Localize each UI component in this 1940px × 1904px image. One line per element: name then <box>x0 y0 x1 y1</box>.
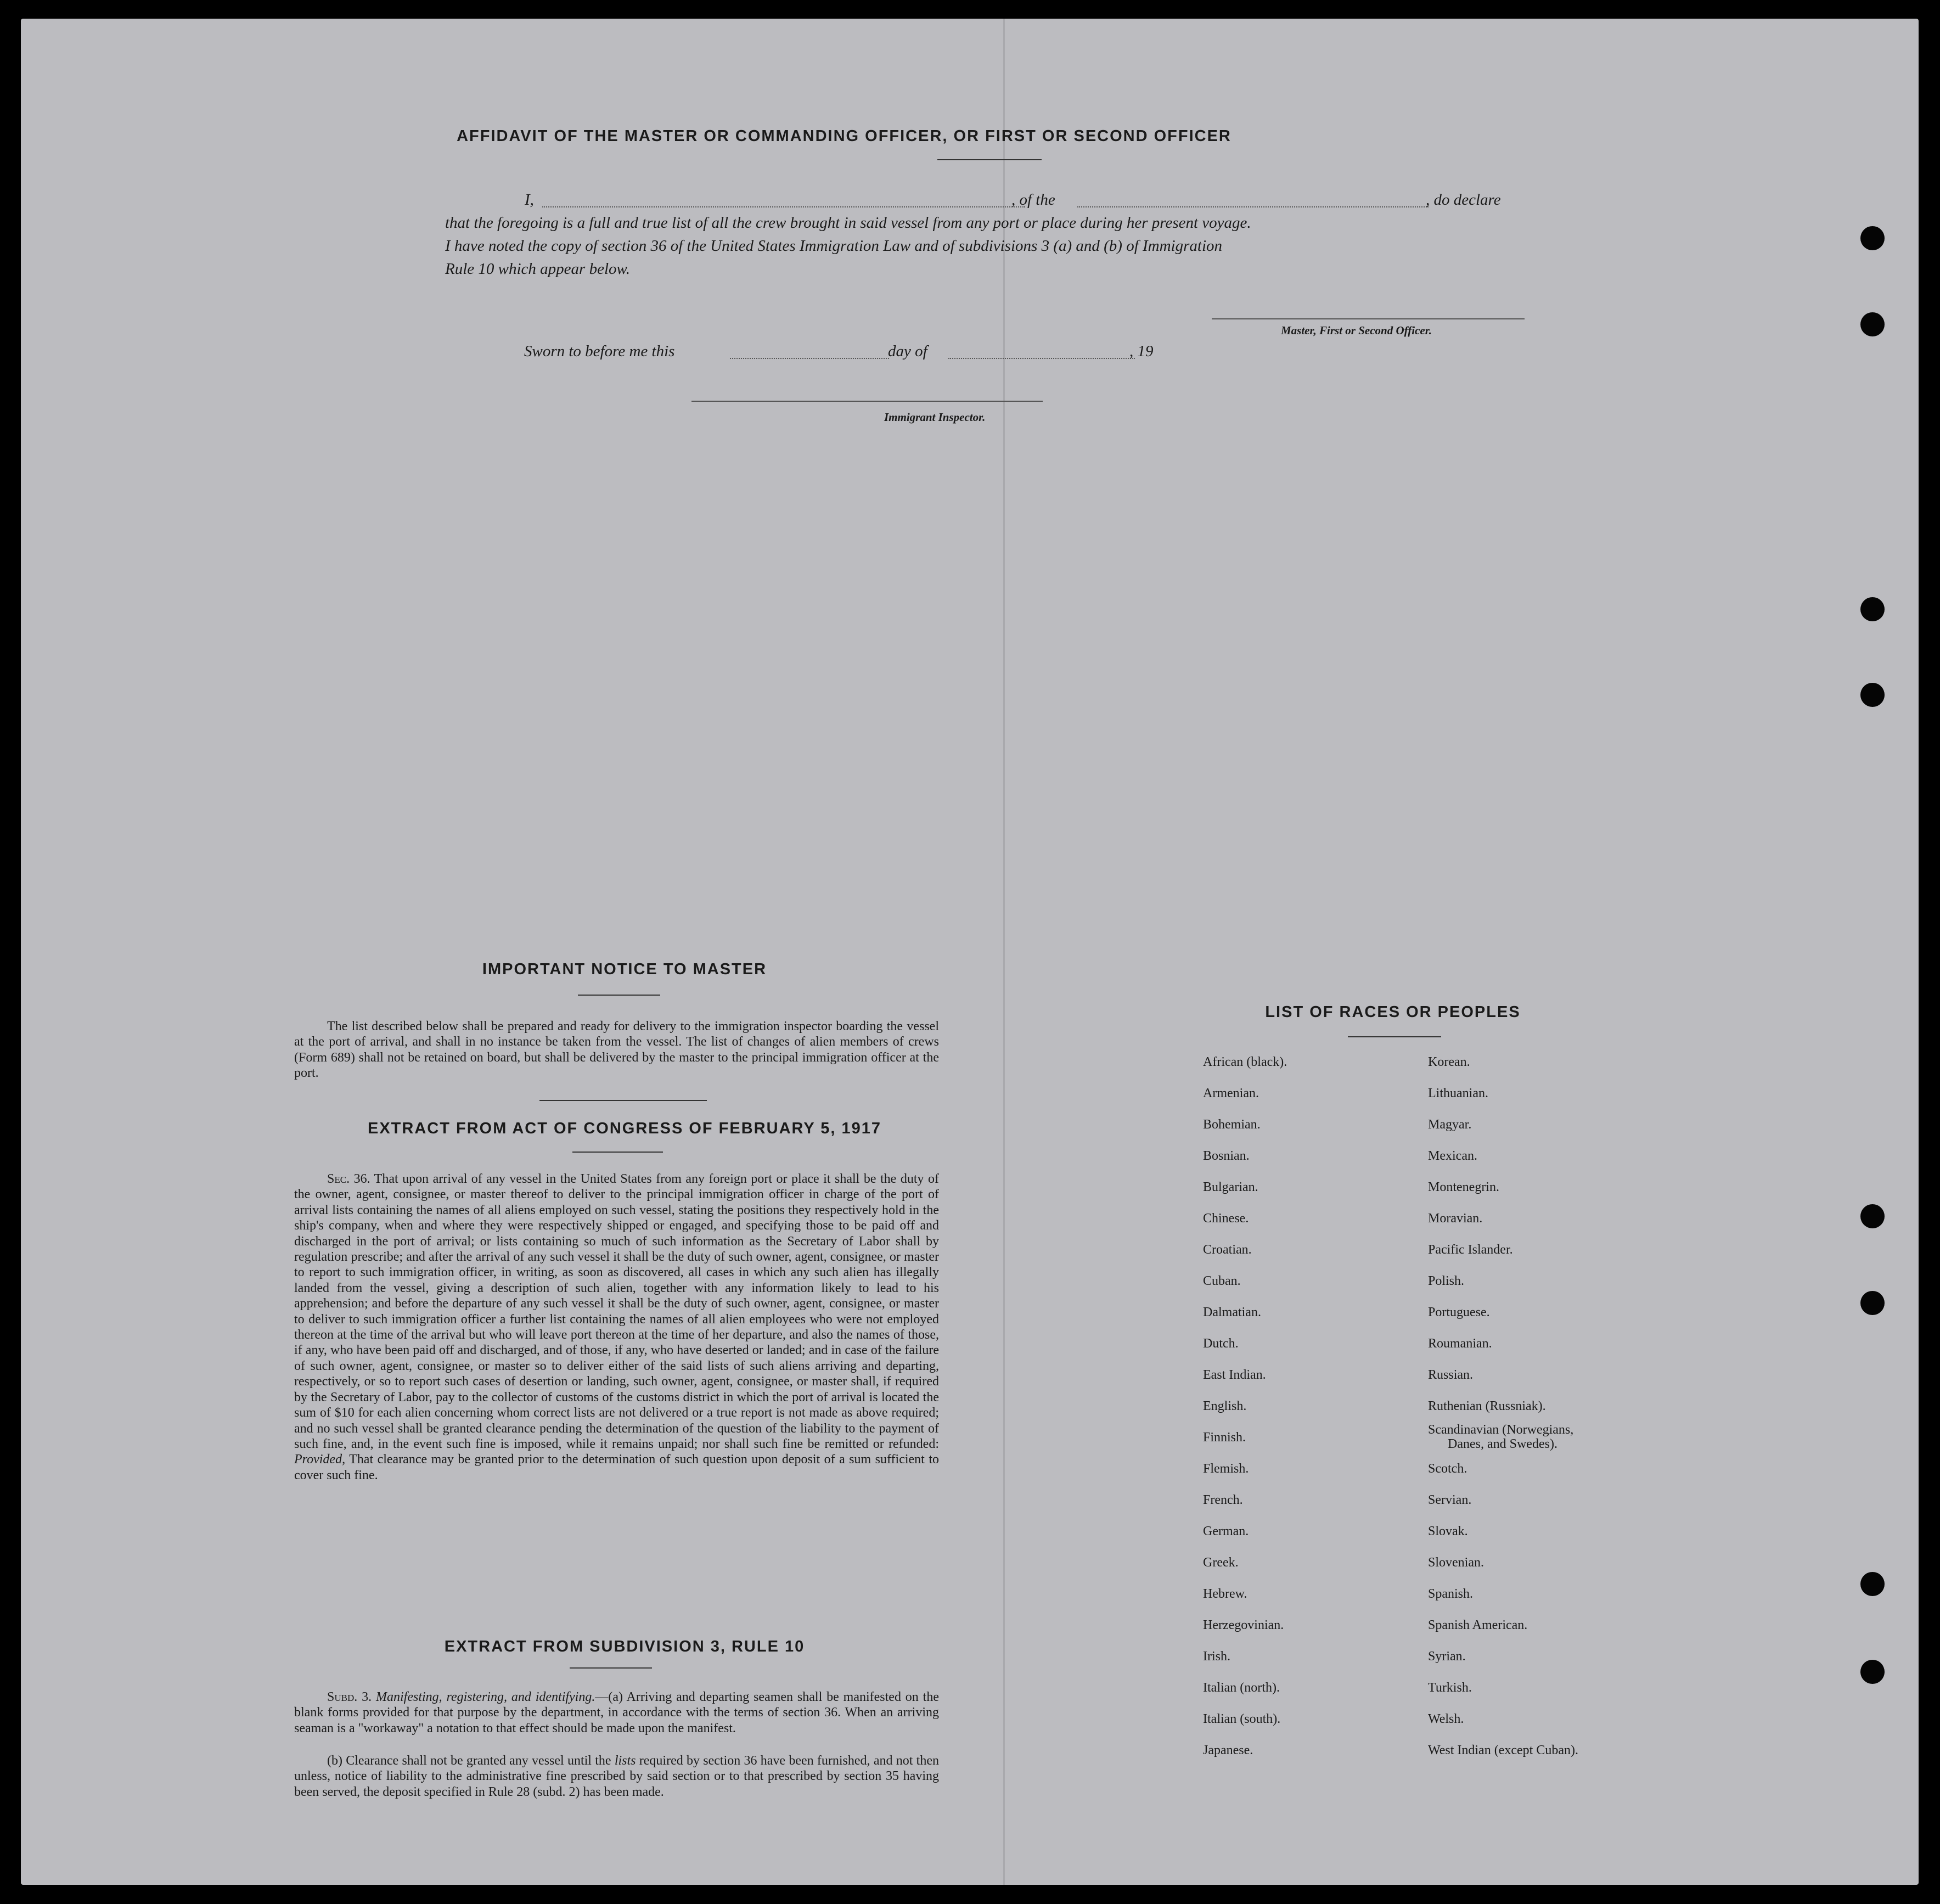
race-item: East Indian. <box>1203 1368 1266 1382</box>
inspector-line <box>691 401 1043 402</box>
race-item: Russian. <box>1428 1368 1474 1382</box>
divider <box>578 995 660 996</box>
race-item: Polish. <box>1428 1274 1465 1288</box>
race-item: English. <box>1203 1399 1247 1413</box>
race-item: Turkish. <box>1428 1681 1472 1695</box>
race-item: Herzegovinian. <box>1203 1618 1284 1632</box>
race-item: Welsh. <box>1428 1712 1464 1726</box>
race-item: Flemish. <box>1203 1462 1249 1476</box>
affidavit-declare: , do declare <box>1426 191 1501 209</box>
divider <box>539 1100 707 1101</box>
affidavit-line-2: that the foregoing is a full and true list of all the crew brought in said vessel from any port or place during her present voyage. <box>445 214 1251 232</box>
race-item: Bohemian. <box>1203 1117 1261 1132</box>
race-item: French. <box>1203 1493 1243 1507</box>
race-item: German. <box>1203 1524 1249 1538</box>
punch-hole <box>1860 226 1885 250</box>
month-blank <box>948 358 1135 359</box>
race-item: Korean. <box>1428 1055 1470 1069</box>
race-item: Lithuanian. <box>1428 1086 1488 1100</box>
race-item: Italian (south). <box>1203 1712 1281 1726</box>
race-item: Mexican. <box>1428 1149 1477 1163</box>
race-item: Magyar. <box>1428 1117 1472 1132</box>
day-blank <box>730 358 889 359</box>
divider <box>570 1667 652 1669</box>
race-item: Slovenian. <box>1428 1555 1484 1570</box>
sworn-day-of: day of <box>888 342 927 360</box>
punch-hole <box>1860 1204 1885 1228</box>
race-item: Roumanian. <box>1428 1336 1492 1351</box>
race-item: Italian (north). <box>1203 1681 1280 1695</box>
rule-subd-a: Subd. 3. Manifesting, registering, and identifying.—(a) Arriving and departing seamen shall be manifested on the blank forms provided for that purpose by the department, in accordance with the terms of section 36. When an arriving seaman is a "workaway" a notation to that effect should be made upon the manifest. <box>294 1690 940 1735</box>
race-item: Scotch. <box>1428 1462 1467 1476</box>
race-item: Spanish. <box>1428 1587 1474 1601</box>
act-text: Sec. 36. That upon arrival of any vessel in the United States from any foreign port or place it shall be the duty of the owner, agent, consignee, or master thereof to deliver to the principal immigration officer in charge of the port of arrival lists containing the names of all aliens employed on such vessel, stating the positions they respectively hold in the ship's company, when and where they were respectively shipped or engaged, and specifying those to be paid off and discharged in the port of arrival; or lists containing so much of such information as the Secretary of Labor shall by regulation prescribe; and after the arrival of any such vessel it shall be the duty of such owner, agent, consignee, or master to report to such immigration officer, in writing, as soon as discovered, all cases in which any such alien has illegally landed from the vessel, giving a description of such alien, together with any information likely to lead to his apprehension; and before the departure of any such vessel it shall be the duty of such owner, agent, consignee, or master to deliver to such immigration officer a further list containing the names of all alien employees who were not employed thereon at the time of the arrival but who will leave port thereon at the time of her departure, and also the names of those, if any, who have been paid off and discharged, and of those, if any, who have deserted or landed; and in case of the failure of such owner, agent, consignee, or master so to deliver either of the said lists of such aliens arriving and departing, respectively, or so to report such cases of desertion or landing, such owner, agent, consignee, or master shall, if required by the Secretary of Labor, pay to the collector of customs of the customs district in which the port of arrival is located the sum of $10 for each alien concerning whom correct lists are not delivered or a true report is not made as above required; and no such vessel shall be granted clearance pending the determination of the question of the liability to the payment of such fine, and, in the event such fine is imposed, while it remains unpaid; nor shall such fine be remitted or refunded: Provided, That clearance may be granted prior to the determination of such question upon deposit of a sum sufficient to cover such fine. <box>294 1172 939 1482</box>
affidavit-line-4: Rule 10 which appear below. <box>445 260 630 278</box>
page-fold <box>1003 19 1005 1885</box>
race-item: Moravian. <box>1428 1211 1483 1226</box>
signature-caption: Master, First or Second Officer. <box>1281 324 1432 337</box>
name-blank <box>542 206 1025 207</box>
affidavit-title: AFFIDAVIT OF THE MASTER OR COMMANDING OFFICER, OR FIRST OR SECOND OFFICER <box>457 127 1232 145</box>
races-title: LIST OF RACES OR PEOPLES <box>1265 1003 1521 1021</box>
race-item: Armenian. <box>1203 1086 1259 1100</box>
race-item: Montenegrin. <box>1428 1180 1499 1194</box>
act-title: EXTRACT FROM ACT OF CONGRESS OF FEBRUARY 5, 1917 <box>367 1120 882 1137</box>
race-item: Finnish. <box>1203 1430 1246 1445</box>
punch-hole <box>1860 1660 1885 1684</box>
punch-hole <box>1860 1291 1885 1315</box>
race-item: Spanish American. <box>1428 1618 1528 1632</box>
vessel-blank <box>1077 206 1429 207</box>
punch-hole <box>1860 597 1885 621</box>
race-item: Hebrew. <box>1203 1587 1247 1601</box>
affidavit-i: I, <box>525 191 534 209</box>
race-item: Greek. <box>1203 1555 1239 1570</box>
divider <box>1348 1036 1441 1037</box>
race-item: Croatian. <box>1203 1243 1252 1257</box>
race-item: Servian. <box>1428 1493 1472 1507</box>
race-item-continuation: Danes, and Swedes). <box>1448 1437 1557 1451</box>
punch-hole <box>1860 1572 1885 1596</box>
document-page <box>21 19 1919 1885</box>
race-item: Pacific Islander. <box>1428 1243 1513 1257</box>
race-item: African (black). <box>1203 1055 1287 1069</box>
notice-text: The list described below shall be prepared and ready for delivery to the immigration inspector boarding the vessel at the port of arrival, and shall in no instance be taken from the vessel. The list of changes of alien members of crews (Form 689) shall not be retained on board, but shall be delivered by the master to the principal immigration officer at the port. <box>294 1019 939 1081</box>
punch-hole <box>1860 683 1885 707</box>
divider <box>572 1152 663 1153</box>
divider <box>937 159 1042 160</box>
rule-subd-b: (b) Clearance shall not be granted any vessel until the lists required by section 36 have been furnished, and not then unless, notice of liability to the administrative fine prescribed by said section or to that prescribed by section 35 having been served, the deposit specified in Rule 28 (subd. 2) has been made. <box>294 1754 939 1799</box>
rule-title: EXTRACT FROM SUBDIVISION 3, RULE 10 <box>444 1638 805 1655</box>
signature-line <box>1212 318 1525 319</box>
sworn-year: , 19 <box>1129 342 1154 360</box>
race-item: Dalmatian. <box>1203 1305 1261 1319</box>
race-item: Bulgarian. <box>1203 1180 1258 1194</box>
race-item: West Indian (except Cuban). <box>1428 1743 1578 1757</box>
punch-hole <box>1860 312 1885 336</box>
race-item: Chinese. <box>1203 1211 1249 1226</box>
race-item: Scandinavian (Norwegians, <box>1428 1423 1574 1437</box>
race-item: Portuguese. <box>1428 1305 1490 1319</box>
affidavit-of-the: , of the <box>1011 191 1055 209</box>
affidavit-line-3: I have noted the copy of section 36 of the United States Immigration Law and of subdivisions 3 (a) and (b) of Immigration <box>445 237 1223 255</box>
notice-title: IMPORTANT NOTICE TO MASTER <box>482 961 767 978</box>
race-item: Irish. <box>1203 1649 1230 1664</box>
race-item: Syrian. <box>1428 1649 1466 1664</box>
sworn-prefix: Sworn to before me this <box>524 342 675 360</box>
inspector-caption: Immigrant Inspector. <box>884 411 986 424</box>
race-item: Ruthenian (Russniak). <box>1428 1399 1546 1413</box>
race-item: Dutch. <box>1203 1336 1239 1351</box>
race-item: Slovak. <box>1428 1524 1468 1538</box>
race-item: Japanese. <box>1203 1743 1253 1757</box>
race-item: Bosnian. <box>1203 1149 1250 1163</box>
race-item: Cuban. <box>1203 1274 1241 1288</box>
